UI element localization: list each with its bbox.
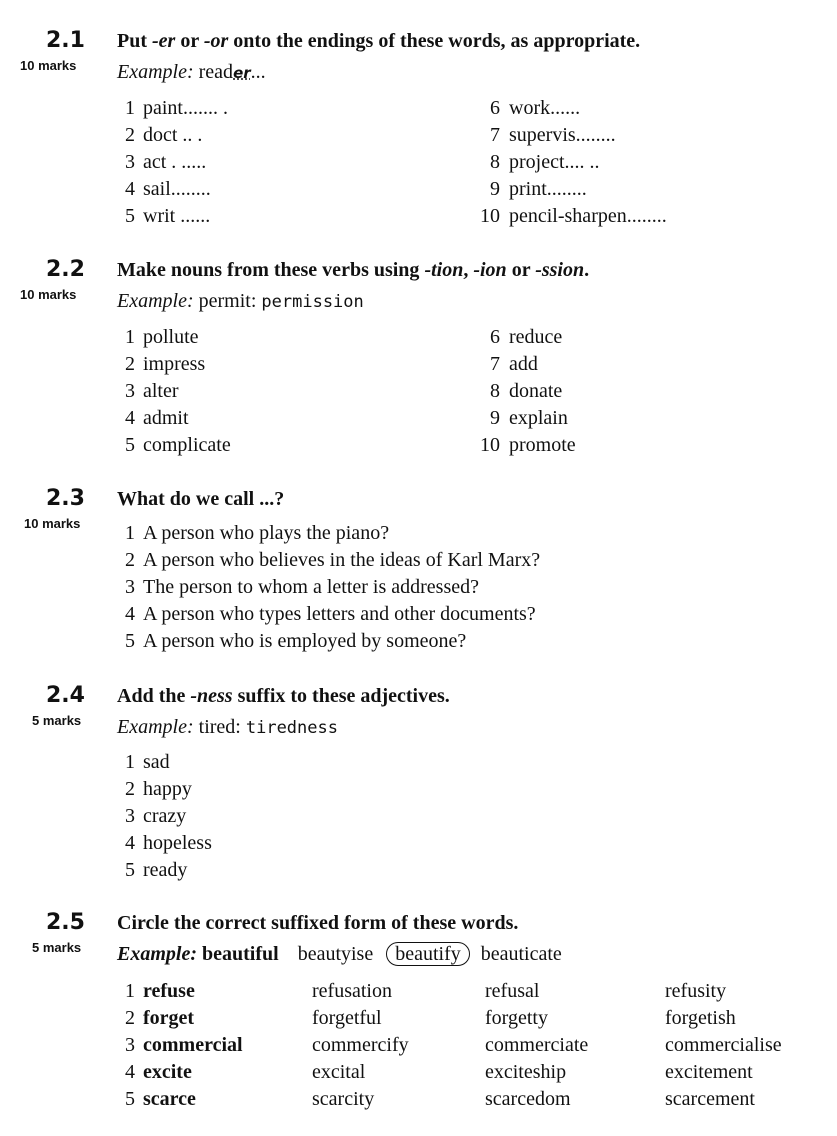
list-item: 3 act . .....: [125, 151, 207, 173]
list-item: 8 project.... ..: [490, 151, 600, 173]
list-item: 5 ready: [125, 859, 188, 881]
list-item: 1 sad: [125, 751, 170, 773]
list-item: 2 happy: [125, 778, 192, 800]
list-item: 10 pencil-sharpen........: [480, 205, 667, 227]
option[interactable]: forgetty: [485, 1007, 548, 1029]
list-item: 2 doct .. .: [125, 124, 203, 146]
option[interactable]: refusation: [312, 980, 392, 1002]
list-item: 4 admit: [125, 407, 189, 429]
list-item: 5 writ ......: [125, 205, 211, 227]
list-item: 1 A person who plays the piano?: [125, 522, 390, 544]
section-title: Circle the correct suffixed form of these words.: [117, 912, 519, 934]
list-item: 3 crazy: [125, 805, 187, 827]
list-item: 4 hopeless: [125, 832, 212, 854]
table-row: 4 excite: [125, 1061, 192, 1083]
option[interactable]: commercialise: [665, 1034, 782, 1056]
section-title: Make nouns from these verbs using -tion, -ion or -ssion.: [117, 259, 590, 281]
marks-label: 10 marks: [20, 58, 77, 73]
example-line: Example: tired: tiredness: [117, 716, 338, 738]
option[interactable]: refusal: [485, 980, 540, 1002]
option[interactable]: commerciate: [485, 1034, 589, 1056]
list-item: 5 complicate: [125, 434, 231, 456]
option[interactable]: excitement: [665, 1061, 753, 1083]
handwritten-answer: er: [233, 64, 251, 82]
option[interactable]: scarcedom: [485, 1088, 571, 1110]
list-item: 7 add: [490, 353, 538, 375]
list-item: 9 print........: [490, 178, 587, 200]
list-item: 10 promote: [480, 434, 576, 456]
list-item: 6 reduce: [490, 326, 563, 348]
example-line: Example: reader...: [117, 61, 266, 83]
option[interactable]: exciteship: [485, 1061, 567, 1083]
list-item: 2 A person who believes in the ideas of Karl Marx?: [125, 549, 541, 571]
list-item: 3 The person to whom a letter is addressed?: [125, 576, 480, 598]
list-item: 3 alter: [125, 380, 179, 402]
table-row: 3 commercial: [125, 1034, 243, 1056]
option[interactable]: excital: [312, 1061, 366, 1083]
list-item: 1 pollute: [125, 326, 199, 348]
option[interactable]: refusity: [665, 980, 727, 1002]
example-line: Example: permit: permission: [117, 290, 364, 312]
section-number: 2.1: [46, 28, 85, 53]
section-title: Add the -ness suffix to these adjectives.: [117, 685, 450, 707]
list-item: 9 explain: [490, 407, 568, 429]
table-row: 2 forget: [125, 1007, 195, 1029]
table-row: 1 refuse: [125, 980, 195, 1002]
list-item: 7 supervis........: [490, 124, 616, 146]
section-number: 2.5: [46, 910, 85, 935]
list-item: 2 impress: [125, 353, 206, 375]
marks-label: 5 marks: [32, 713, 82, 728]
table-row: 5 scarce: [125, 1088, 196, 1110]
example-line: Example: beautiful beautyise beautify beauticate: [117, 943, 562, 965]
list-item: 1 paint....... .: [125, 97, 228, 119]
marks-label: 10 marks: [20, 287, 77, 302]
circled-answer: beautify: [386, 942, 470, 966]
option[interactable]: forgetish: [665, 1007, 736, 1029]
option[interactable]: forgetful: [312, 1007, 382, 1029]
marks-label: 10 marks: [24, 516, 81, 531]
list-item: 8 donate: [490, 380, 563, 402]
list-item: 4 A person who types letters and other documents?: [125, 603, 536, 625]
list-item: 6 work......: [490, 97, 581, 119]
option[interactable]: scarcity: [312, 1088, 375, 1110]
section-number: 2.2: [46, 257, 85, 282]
list-item: 4 sail........: [125, 178, 211, 200]
section-title: Put -er or -or onto the endings of these words, as appropriate.: [117, 30, 641, 52]
list-item: 5 A person who is employed by someone?: [125, 630, 467, 652]
marks-label: 5 marks: [32, 940, 82, 955]
handwritten-answer: permission: [261, 292, 364, 312]
section-number: 2.4: [46, 683, 85, 708]
handwritten-answer: tiredness: [245, 718, 338, 738]
option[interactable]: scarcement: [665, 1088, 755, 1110]
section-title: What do we call ...?: [117, 488, 285, 510]
option[interactable]: commercify: [312, 1034, 409, 1056]
section-number: 2.3: [46, 486, 85, 511]
